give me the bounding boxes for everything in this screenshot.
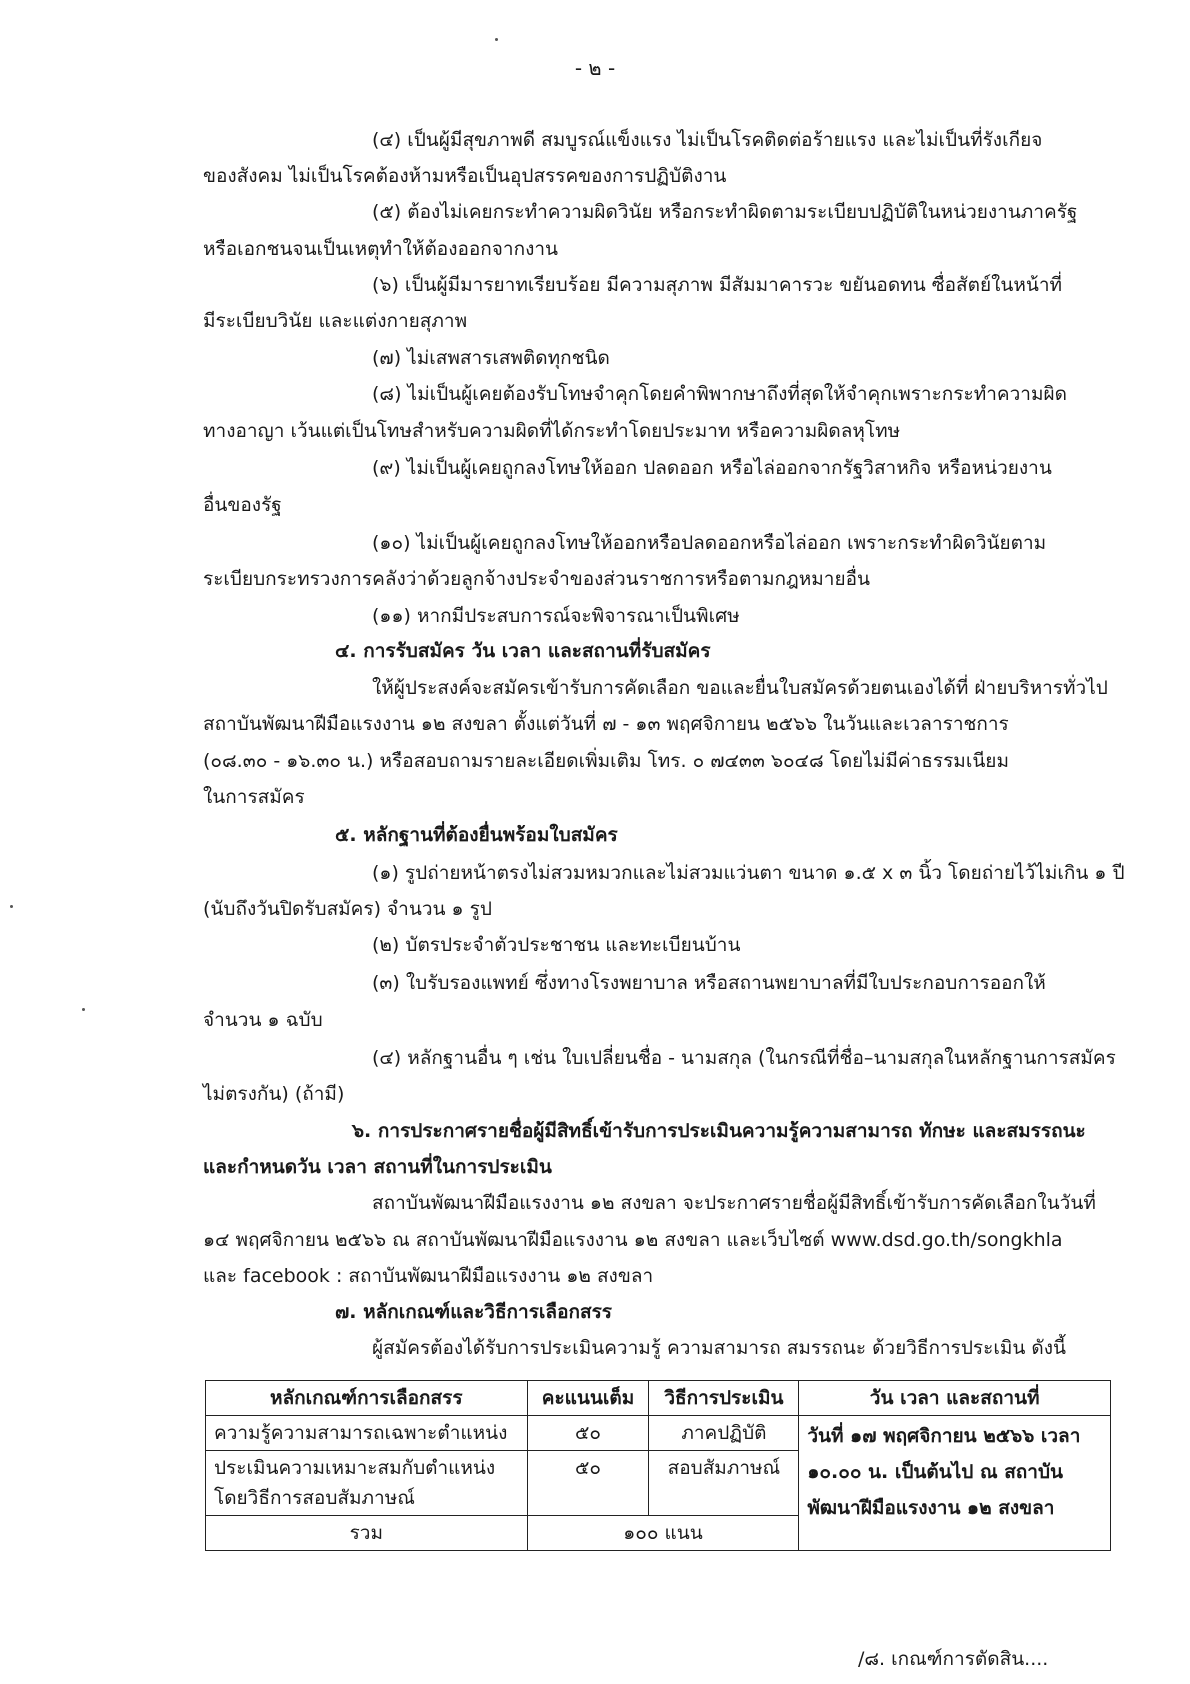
body-line: (๔) เป็นผู้มีสุขภาพดี สมบูรณ์แข็งแรง ไม่เป็นโรคติดต่อร้ายแรง และไม่เป็นที่รังเกียจ	[372, 129, 1043, 151]
body-line: ไม่ตรงกัน) (ถ้ามี)	[203, 1083, 345, 1105]
section-heading-5: ๕. หลักฐานที่ต้องยื่นพร้อมใบสมัคร	[335, 824, 618, 846]
body-line: (๙) ไม่เป็นผู้เคยถูกลงโทษให้ออก ปลดออก หรือไล่ออกจากรัฐวิสาหกิจ หรือหน่วยงาน	[372, 457, 1052, 479]
body-line: (๕) ต้องไม่เคยกระทำความผิดวินัย หรือกระทำผิดตามระเบียบปฏิบัติในหน่วยงานภาครัฐ	[372, 201, 1078, 223]
continuation-note: /๘. เกณฑ์การตัดสิน....	[858, 1648, 1049, 1670]
table-cell: ความรู้ความสามารถเฉพาะตำแหน่ง	[206, 1416, 528, 1451]
total-label: รวม	[206, 1516, 528, 1551]
body-line: อื่นของรัฐ	[203, 494, 282, 516]
body-line: (๑๐) ไม่เป็นผู้เคยถูกลงโทษให้ออกหรือปลดออกหรือไล่ออก เพราะกระทำผิดวินัยตาม	[372, 532, 1047, 554]
scan-speck	[495, 38, 498, 41]
body-line: (๗) ไม่เสพสารเสพติดทุกชนิด	[372, 347, 610, 369]
section-heading-6: ๖. การประกาศรายชื่อผู้มีสิทธิ์เข้ารับการประเมินความรู้ความสามารถ ทักษะ และสมรรถนะ	[352, 1120, 1086, 1142]
body-line: (๔) หลักฐานอื่น ๆ เช่น ใบเปลี่ยนชื่อ - นามสกุล (ในกรณีที่ชื่อ–นามสกุลในหลักฐานการสมัคร	[372, 1047, 1116, 1069]
body-line: (๑) รูปถ่ายหน้าตรงไม่สวมหมวกและไม่สวมแว่นตา ขนาด ๑.๕ x ๓ นิ้ว โดยถ่ายไว้ไม่เกิน ๑ ปี	[372, 862, 1125, 884]
table-header: คะแนนเต็ม	[527, 1381, 649, 1416]
body-line: (๓) ใบรับรองแพทย์ ซึ่งทางโรงพยาบาล หรือสถานพยาบาลที่มีใบประกอบการออกให้	[372, 972, 1046, 994]
table-cell: ประเมินความเหมาะสมกับตำแหน่ง โดยวิธีการสอบสัมภาษณ์	[206, 1451, 528, 1516]
body-line: ระเบียบกระทรวงการคลังว่าด้วยลูกจ้างประจำของส่วนราชการหรือตามกฎหมายอื่น	[203, 568, 870, 590]
scan-speck	[10, 905, 13, 908]
selection-criteria-table	[205, 1380, 1111, 1551]
body-line: ในการสมัคร	[203, 786, 305, 808]
total-value: ๑๐๐ แนน	[527, 1516, 799, 1551]
table-header-row	[206, 1381, 1111, 1416]
table-cell: ๕๐	[527, 1451, 649, 1516]
body-line: ผู้สมัครต้องได้รับการประเมินความรู้ ความสามารถ สมรรถนะ ด้วยวิธีการประเมิน ดังนี้	[372, 1337, 1066, 1359]
body-line: และ facebook : สถาบันพัฒนาฝีมือแรงงาน ๑๒ สงขลา	[203, 1265, 654, 1287]
body-line: มีระเบียบวินัย และแต่งกายสุภาพ	[203, 310, 468, 332]
schedule-cell: วันที่ ๑๗ พฤศจิกายน ๒๕๖๖ เวลา ๑๐.๐๐ น. เป็นต้นไป ณ สถาบันพัฒนาฝีมือแรงงาน ๑๒ สงขลา	[799, 1416, 1111, 1551]
section-heading-4: ๔. การรับสมัคร วัน เวลา และสถานที่รับสมัคร	[335, 640, 711, 662]
table-cell: ๕๐	[527, 1416, 649, 1451]
body-line: (๐๘.๓๐ - ๑๖.๓๐ น.) หรือสอบถามรายละเอียดเพิ่มเติม โทร. ๐ ๗๔๓๓ ๖๐๔๘ โดยไม่มีค่าธรรมเนียม	[203, 750, 1009, 772]
body-line: ทางอาญา เว้นแต่เป็นโทษสำหรับความผิดที่ได้กระทำโดยประมาท หรือความผิดลหุโทษ	[203, 420, 901, 442]
scan-speck	[82, 1008, 85, 1011]
body-line: สถาบันพัฒนาฝีมือแรงงาน ๑๒ สงขลา ตั้งแต่วันที่ ๗ - ๑๓ พฤศจิกายน ๒๕๖๖ ในวันและเวลาราชการ	[203, 713, 1009, 735]
table-header: วิธีการประเมิน	[649, 1381, 799, 1416]
body-line: (๘) ไม่เป็นผู้เคยต้องรับโทษจำคุกโดยคำพิพากษาถึงที่สุดให้จำคุกเพราะกระทำความผิด	[372, 383, 1067, 405]
table-header: หลักเกณฑ์การเลือกสรร	[206, 1381, 528, 1416]
body-line: ของสังคม ไม่เป็นโรคต้องห้ามหรือเป็นอุปสรรคของการปฏิบัติงาน	[203, 165, 727, 187]
body-line: หรือเอกชนจนเป็นเหตุทำให้ต้องออกจากงาน	[203, 238, 559, 260]
table-header: วัน เวลา และสถานที่	[799, 1381, 1111, 1416]
body-line: (นับถึงวันปิดรับสมัคร) จำนวน ๑ รูป	[203, 898, 492, 920]
body-line: สถาบันพัฒนาฝีมือแรงงาน ๑๒ สงขลา จะประกาศรายชื่อผู้มีสิทธิ์เข้ารับการคัดเลือกในวันที่	[372, 1192, 1096, 1214]
page-number: - ๒ -	[574, 56, 616, 80]
body-line: (๑๑) หากมีประสบการณ์จะพิจารณาเป็นพิเศษ	[372, 605, 740, 627]
section-heading-7: ๗. หลักเกณฑ์และวิธีการเลือกสรร	[335, 1301, 612, 1323]
body-line: ให้ผู้ประสงค์จะสมัครเข้ารับการคัดเลือก ขอและยื่นใบสมัครด้วยตนเองได้ที่ ฝ่ายบริหารทั่วไป	[372, 677, 1108, 699]
table-cell: สอบสัมภาษณ์	[649, 1451, 799, 1516]
body-line: (๒) บัตรประจำตัวประชาชน และทะเบียนบ้าน	[372, 934, 741, 956]
section-heading-6-cont: และกำหนดวัน เวลา สถานที่ในการประเมิน	[203, 1156, 552, 1178]
table-row	[206, 1416, 1111, 1451]
body-line: จำนวน ๑ ฉบับ	[203, 1009, 323, 1031]
body-line: ๑๔ พฤศจิกายน ๒๕๖๖ ณ สถาบันพัฒนาฝีมือแรงงาน ๑๒ สงขลา และเว็บไซต์ www.dsd.go.th/songkhla	[203, 1229, 1063, 1251]
body-line: (๖) เป็นผู้มีมารยาทเรียบร้อย มีความสุภาพ มีสัมมาคารวะ ขยันอดทน ซื่อสัตย์ในหน้าที่	[372, 274, 1063, 296]
table-cell: ภาคปฏิบัติ	[649, 1416, 799, 1451]
